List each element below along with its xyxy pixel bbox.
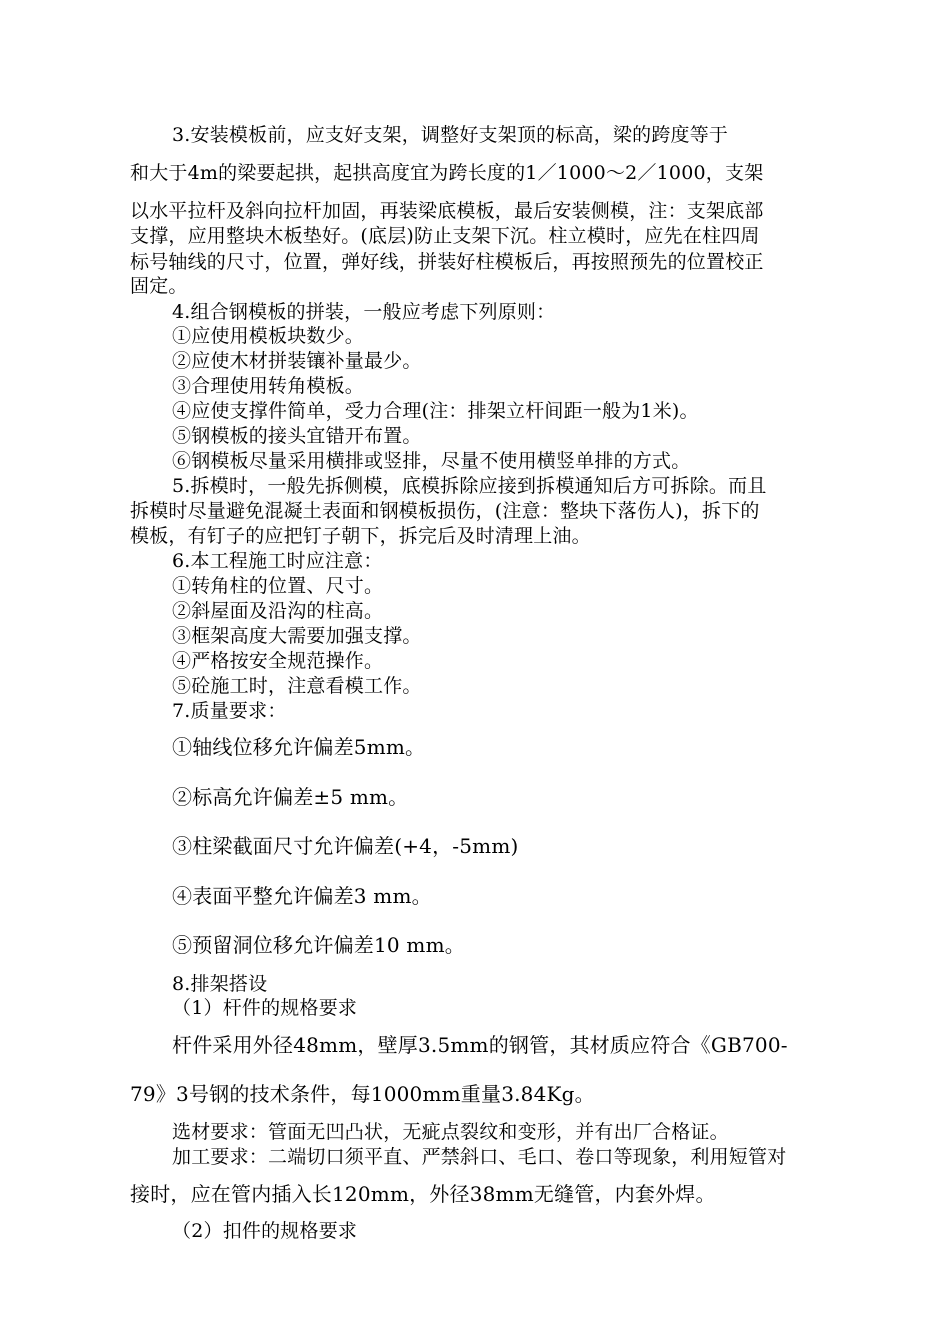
text-line: 选材要求：管面无凹凸状，无疵点裂纹和变形，并有出厂合格证。 (172, 1121, 729, 1143)
text-line: 加工要求：二端切口须平直、严禁斜口、毛口、卷口等现象，利用短管对 (172, 1146, 787, 1168)
text-line: 79》3号钢的技术条件，每1000mm重量3.84Kg。 (130, 1082, 595, 1106)
list-item: ④应使支撑件简单，受力合理(注：排架立杆间距一般为1米)。 (172, 400, 699, 422)
list-item: ②标高允许偏差±5 mm。 (172, 785, 409, 809)
list-item: ③框架高度大需要加强支撑。 (172, 625, 422, 647)
text-line: 固定。 (130, 275, 188, 297)
list-item: ②斜屋面及沿沟的柱高。 (172, 600, 384, 622)
list-item: ④严格按安全规范操作。 (172, 650, 384, 672)
text-line: 和大于4m的梁要起拱，起拱高度宜为跨长度的1／1000～2／1000，支架 (130, 162, 764, 184)
text-line: 3.安装模板前，应支好支架，调整好支架顶的标高，梁的跨度等于 (172, 124, 729, 146)
list-item: ③柱梁截面尺寸允许偏差(+4，-5mm) (172, 834, 519, 858)
text-line: 杆件采用外径48mm，壁厚3.5mm的钢管，其材质应符合《GB700- (172, 1033, 788, 1057)
list-item: ①转角柱的位置、尺寸。 (172, 575, 384, 597)
section-heading: 6.本工程施工时应注意： (172, 550, 383, 572)
text-line: 支撑，应用整块木板垫好。(底层)防止支架下沉。柱立模时，应先在柱四周 (130, 225, 760, 247)
text-line: 以水平拉杆及斜向拉杆加固，再装梁底模板，最后安装侧模，注：支架底部 (130, 200, 764, 222)
section-heading: 8.排架搭设 (172, 973, 268, 995)
subsection-heading: （1）杆件的规格要求 (172, 997, 358, 1019)
list-item: ①应使用模板块数少。 (172, 325, 365, 347)
list-item: ⑥钢模板尽量采用横排或竖排，尽量不使用横竖单排的方式。 (172, 450, 691, 472)
text-line: 标号轴线的尺寸，位置，弹好线，拼装好柱模板后，再按照预先的位置校正 (130, 251, 764, 273)
list-item: ②应使木材拼装镶补量最少。 (172, 350, 422, 372)
subsection-heading: （2）扣件的规格要求 (172, 1220, 358, 1242)
list-item: ⑤预留洞位移允许偏差10 mm。 (172, 933, 465, 957)
section-heading: 4.组合钢模板的拼装，一般应考虑下列原则： (172, 301, 556, 323)
section-heading: 7.质量要求： (172, 700, 287, 722)
list-item: ⑤砼施工时，注意看模工作。 (172, 675, 422, 697)
section-heading: 5.拆模时，一般先拆侧模，底模拆除应接到拆模通知后方可拆除。而且 (172, 475, 767, 497)
list-item: ④表面平整允许偏差3 mm。 (172, 884, 432, 908)
text-line: 拆模时尽量避免混凝土表面和钢模板损伤，(注意：整块下落伤人)，拆下的 (130, 500, 760, 522)
list-item: ⑤钢模板的接头宜错开布置。 (172, 425, 422, 447)
text-line: 接时，应在管内插入长120mm，外径38mm无缝管，内套外焊。 (130, 1182, 716, 1206)
list-item: ①轴线位移允许偏差5mm。 (172, 735, 426, 759)
list-item: ③合理使用转角模板。 (172, 375, 365, 397)
text-line: 模板，有钉子的应把钉子朝下，拆完后及时清理上油。 (130, 525, 591, 547)
